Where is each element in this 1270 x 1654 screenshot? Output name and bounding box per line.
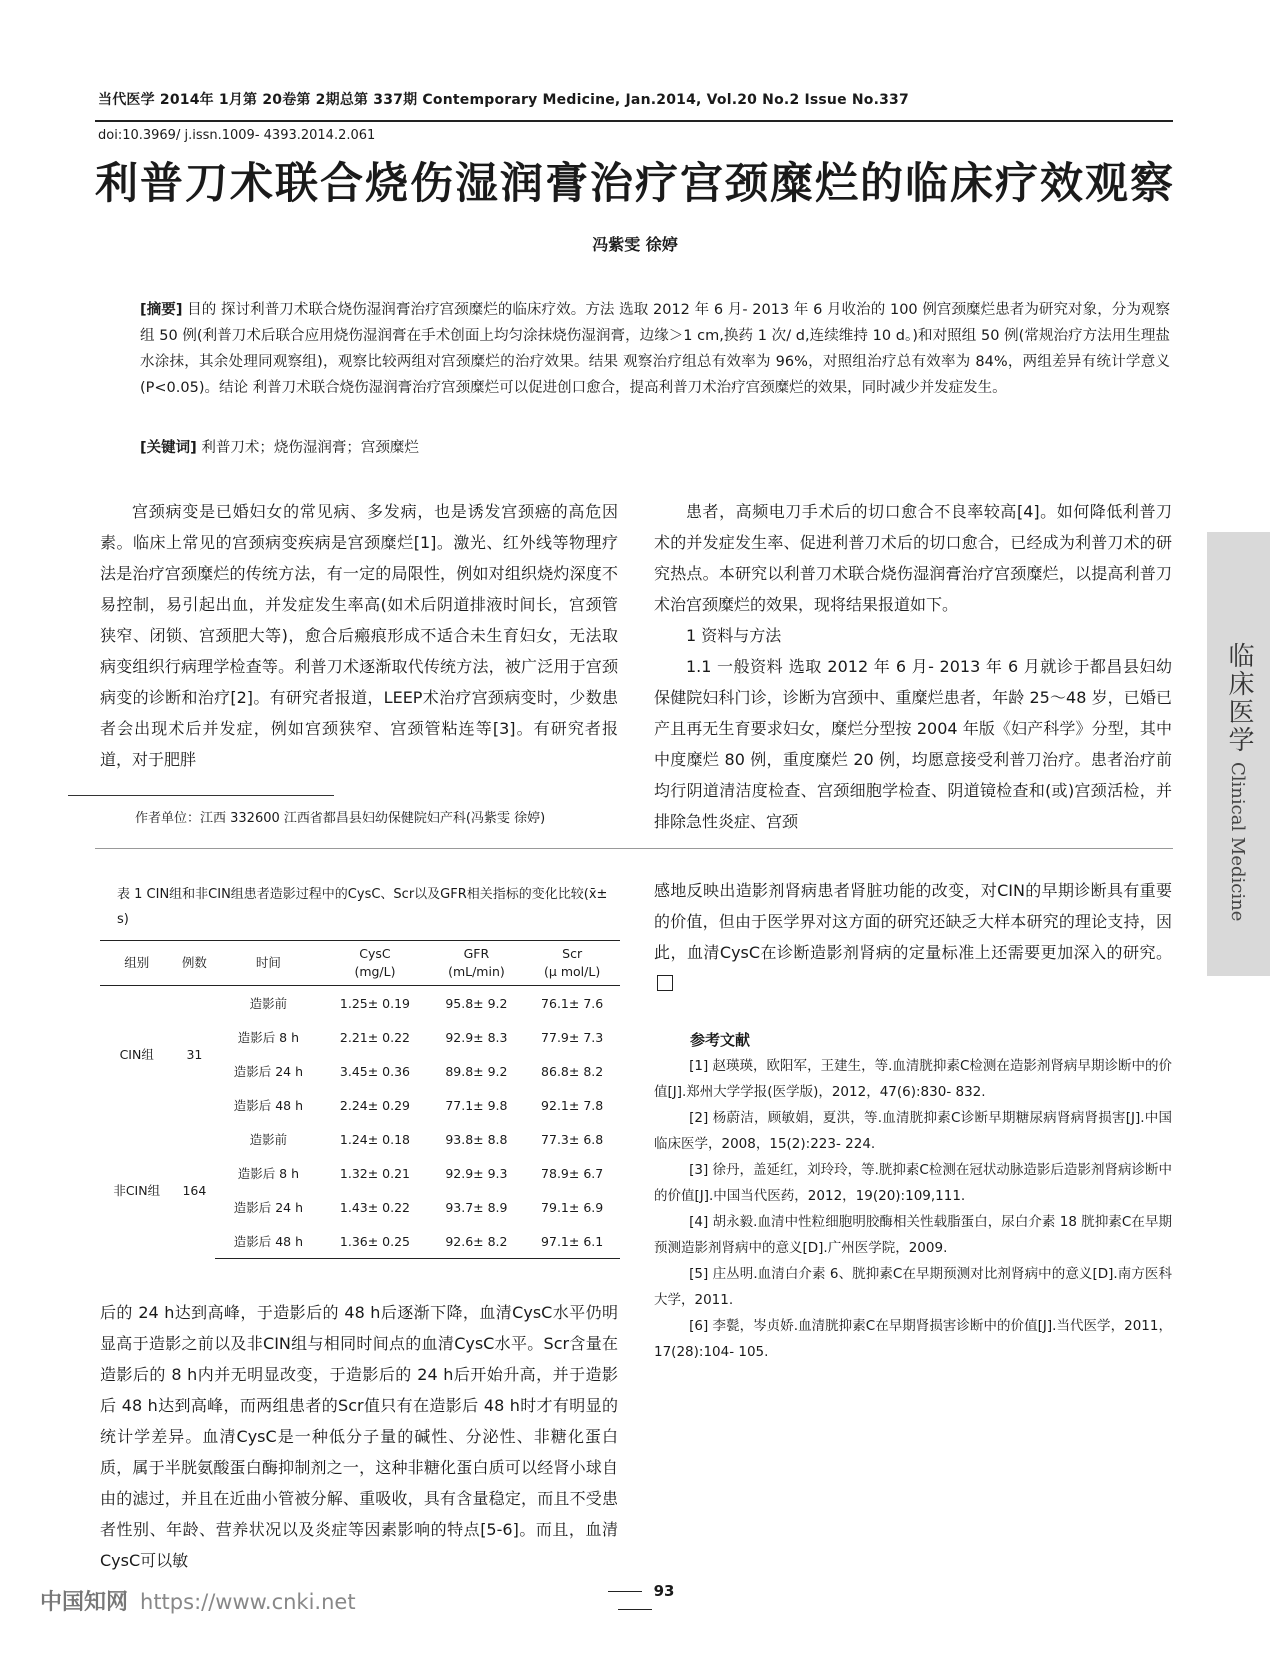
table-cell: 3.45± 0.36 — [339, 1063, 411, 1079]
table-cell: 造影后 48 h — [233, 1098, 303, 1113]
table-header-cell: GFR (mL/min) — [429, 941, 525, 986]
table-cell: 93.7± 8.9 — [445, 1199, 508, 1215]
table-header-cell: 组别 — [100, 941, 173, 986]
abstract-text: 目的 探讨利普刀术联合烧伤湿润膏治疗宫颈糜烂的临床疗效。方法 选取 2012 年 6 月- 2013 年 6 月收治的 100 例宫颈糜烂患者为研究对象，分为观察组 50 例(利普刀术后联合应用烧伤湿润膏在手术创面上均匀涂抹烧伤湿润膏，边缘＞1 cm,换药 1 次/ d,连续维持 10 d。)和对照组 50 例(常规治疗方法用生理盐水涂抹，其余处理同观察组)，观察比较两组对宫颈糜烂的治疗效果。结果 观察治疗组总有效率为 96%，对照组治疗总有效率为 84%，两组差异有统计学意义(P<0.05)。结论 利普刀术联合烧伤湿润膏治疗宫颈糜烂可以促进创口愈合，提高利普刀术治疗宫颈糜烂的效果，同时减少并发症发生。 — [140, 302, 1170, 396]
table-header-cell: CysC (mg/L) — [321, 941, 428, 986]
table-cell: 1.43± 0.22 — [339, 1199, 411, 1215]
header-rule — [95, 120, 1173, 122]
table-cell: 2.21± 0.22 — [339, 1029, 411, 1045]
table-cell: 77.1± 9.8 — [445, 1097, 508, 1113]
reference-item: [1] 赵瑛瑛，欧阳军，王建生，等.血清胱抑素C检测在造影剂肾病早期诊断中的价值[J].郑州大学学报(医学版)，2012，47(6):830- 832. — [654, 1058, 1172, 1100]
references-heading: 参考文献 — [690, 1031, 751, 1049]
table-header-row — [100, 941, 620, 986]
reference-item: [4] 胡永毅.血清中性粒细胞明胶酶相关性载脂蛋白，尿白介素 18 胱抑素C在早期预测造影剂肾病中的意义[D].广州医学院，2009. — [654, 1214, 1172, 1256]
table-cell: 78.9± 6.7 — [541, 1165, 604, 1181]
section-heading: 1 资料与方法 — [686, 626, 782, 645]
page-number — [570, 1582, 700, 1618]
author-affiliation: 作者单位：江西 332600 江西省都昌县妇幼保健院妇产科(冯紫雯 徐婷) — [135, 811, 546, 826]
table-cell: 1.36± 0.25 — [321, 1224, 428, 1259]
table-cell: 95.8± 9.2 — [445, 995, 508, 1011]
table-cell: 造影前 — [249, 1132, 288, 1147]
reference-item: [5] 庄丛明.血清白介素 6、胱抑素C在早期预测对比剂肾病中的意义[D].南方医科大学，2011. — [654, 1266, 1172, 1308]
side-tab-en: Clinical Medicine — [1227, 762, 1248, 922]
running-head: 当代医学 2014年 1月第 20卷第 2期总第 337期 Contemporary Medicine, Jan.2014, Vol.20 No.2 Issue No.337 — [98, 92, 909, 108]
cnki-watermark — [40, 1585, 356, 1616]
side-tab-cn: 临床医学 — [1224, 642, 1254, 754]
table-cell: 1.25± 0.19 — [339, 995, 411, 1011]
table-cell: 77.9± 7.3 — [541, 1029, 604, 1045]
table-cell: 86.8± 8.2 — [541, 1063, 604, 1079]
table-group-count: 31 — [186, 1046, 203, 1062]
doi: doi:10.3969/ j.issn.1009- 4393.2014.2.061 — [98, 128, 376, 143]
table-cell: 造影后 8 h — [237, 1166, 300, 1181]
table-caption: 表 1 CIN组和非CIN组患者造影过程中的CysC、Scr以及GFR相关指标的变化比较(x̄± s) — [117, 887, 608, 927]
table-cell: 79.1± 6.9 — [541, 1199, 604, 1215]
keywords — [140, 436, 1170, 457]
reference-item: [6] 李甏，岑贞娇.血清胱抑素C在早期肾损害诊断中的价值[J].当代医学，2011，17(28):104- 105. — [654, 1318, 1172, 1360]
watermark-cn: 中国知网 — [40, 1590, 129, 1615]
abstract-label: [摘要] — [140, 302, 183, 318]
table-group-count: 164 — [182, 1182, 207, 1198]
table-group-name: 非CIN组 — [113, 1183, 161, 1199]
page-dash-right — [618, 1609, 652, 1610]
table-group-name: CIN组 — [119, 1047, 154, 1062]
reference-item: [2] 杨蔚洁，顾敏娟，夏洪，等.血清胱抑素C诊断早期糖尿病肾病肾损害[J].中国临床医学，2008，15(2):223- 224. — [654, 1110, 1172, 1152]
table-cell: 92.1± 7.8 — [541, 1097, 604, 1113]
keywords-text: 利普刀术；烧伤湿润膏；宫颈糜烂 — [201, 440, 419, 456]
table-header-cell: Scr (μ mol/L) — [524, 941, 620, 986]
table-cell: 1.32± 0.21 — [339, 1165, 411, 1181]
table-cell: 1.24± 0.18 — [339, 1131, 411, 1147]
section-divider — [95, 848, 1173, 849]
references-list — [654, 1053, 1172, 1365]
watermark-url: https://www.cnki.net — [140, 1590, 356, 1614]
methods-paragraph: 1.1 一般资料 选取 2012 年 6 月- 2013 年 6 月就诊于都昌县妇幼保健院妇科门诊，诊断为宫颈中、重糜烂患者，年龄 25～48 岁，已婚已产且再无生育要求妇女，糜烂分型按 2004 年版《妇产科学》分型，其中中度糜烂 80 例，重度糜烂 20 例，均愿意接受利普刀治疗。患者治疗前均行阴道清洁度检查、宫颈细胞学检查、阴道镜检查和(或)宫颈活检，并排除急性炎症、宫颈 — [654, 657, 1172, 831]
table-cell: 造影后 8 h — [237, 1030, 300, 1045]
footnote-rule — [68, 795, 334, 796]
page-number-value: 93 — [653, 1582, 675, 1600]
column-2 — [654, 496, 1172, 837]
table-cell: 造影后 48 h — [215, 1224, 321, 1259]
table-cell: 97.1± 6.1 — [524, 1224, 620, 1259]
table-cell: 92.9± 8.3 — [445, 1029, 508, 1045]
article-title: 利普刀术联合烧伤湿润膏治疗宫颈糜烂的临床疗效观察 — [95, 159, 1175, 209]
intro-paragraph: 宫颈病变是已婚妇女的常见病、多发病，也是诱发宫颈癌的高危因素。临床上常见的宫颈病变疾病是宫颈糜烂[1]。激光、红外线等物理疗法是治疗宫颈糜烂的传统方法，有一定的局限性，例如对组织烧灼深度不易控制，易引起出血，并发症发生率高(如术后阴道排液时间长，宫颈管狭窄、闭锁、宫颈肥大等)，愈合后瘢痕形成不适合未生育妇女，无法取病变组织行病理学检查等。利普刀术逐渐取代传统方法，被广泛用于宫颈病变的诊断和治疗[2]。有研究者报道，LEEP术治疗宫颈病变时，少数患者会出现术后并发症，例如宫颈狭窄、宫颈管粘连等[3]。有研究者报道，对于肥胖 — [100, 502, 618, 769]
table-cell: 造影后 24 h — [233, 1064, 303, 1079]
column-1 — [100, 496, 618, 775]
page-dash-left — [608, 1591, 642, 1592]
table-header-cell: 例数 — [173, 941, 215, 986]
table-header-cell: 时间 — [215, 941, 321, 986]
table-cell: 92.9± 9.3 — [445, 1165, 508, 1181]
table-row — [100, 986, 620, 1021]
data-table — [100, 940, 620, 1259]
table-row — [100, 1122, 620, 1156]
column-3 — [100, 1297, 618, 1576]
table-cell: 89.8± 9.2 — [445, 1063, 508, 1079]
authors: 冯紫雯 徐婷 — [592, 235, 678, 254]
table-cell: 77.3± 6.8 — [541, 1131, 604, 1147]
discussion-conclusion — [654, 875, 1172, 999]
table-cell: 2.24± 0.29 — [339, 1097, 411, 1113]
table-cell: 93.8± 8.8 — [445, 1131, 508, 1147]
keywords-label: [关键词] — [140, 440, 197, 456]
section-side-tab — [1207, 532, 1270, 976]
intro-continued: 患者，高频电刀手术后的切口愈合不良率较高[4]。如何降低利普刀术的并发症发生率、促进利普刀术后的切口愈合，已经成为利普刀术的研究热点。本研究以利普刀术联合烧伤湿润膏治疗宫颈糜烂，以提高利普刀术治宫颈糜烂的效果，现将结果报道如下。 — [654, 502, 1172, 614]
column-4 — [654, 875, 1172, 999]
end-mark-icon — [657, 975, 673, 991]
abstract — [140, 297, 1170, 401]
table-cell: 92.6± 8.2 — [429, 1224, 525, 1259]
conclusion-text: 感地反映出造影剂肾病患者肾脏功能的改变，对CIN的早期诊断具有重要的价值，但由于医学界对这方面的研究还缺乏大样本研究的理论支持，因此，血清CysC在诊断造影剂肾病的定量标准上还需要更加深入的研究。 — [654, 881, 1172, 962]
table-cell: 造影后 24 h — [233, 1200, 303, 1215]
table-cell: 76.1± 7.6 — [541, 995, 604, 1011]
table-cell: 造影前 — [249, 996, 288, 1011]
reference-item: [3] 徐丹，盖延红，刘玲玲，等.胱抑素C检测在冠状动脉造影后造影剂肾病诊断中的价值[J].中国当代医药，2012，19(20):109,111. — [654, 1162, 1172, 1204]
discussion-paragraph: 后的 24 h达到高峰，于造影后的 48 h后逐渐下降，血清CysC水平仍明显高于造影之前以及非CIN组与相同时间点的血清CysC水平。Scr含量在造影后的 8 h内并无明显改变，于造影后的 24 h后开始升高，并于造影后 48 h达到高峰，而两组患者的Scr值只有在造影后 48 h时才有明显的统计学差异。血清CysC是一种低分子量的碱性、分泌性、非糖化蛋白质，属于半胱氨酸蛋白酶抑制剂之一，这种非糖化蛋白质可以经肾小球自由的滤过，并且在近曲小管被分解、重吸收，具有含量稳定，而且不受患者性别、年龄、营养状况以及炎症等因素影响的特点[5-6]。而且，血清CysC可以敏 — [100, 1303, 618, 1570]
